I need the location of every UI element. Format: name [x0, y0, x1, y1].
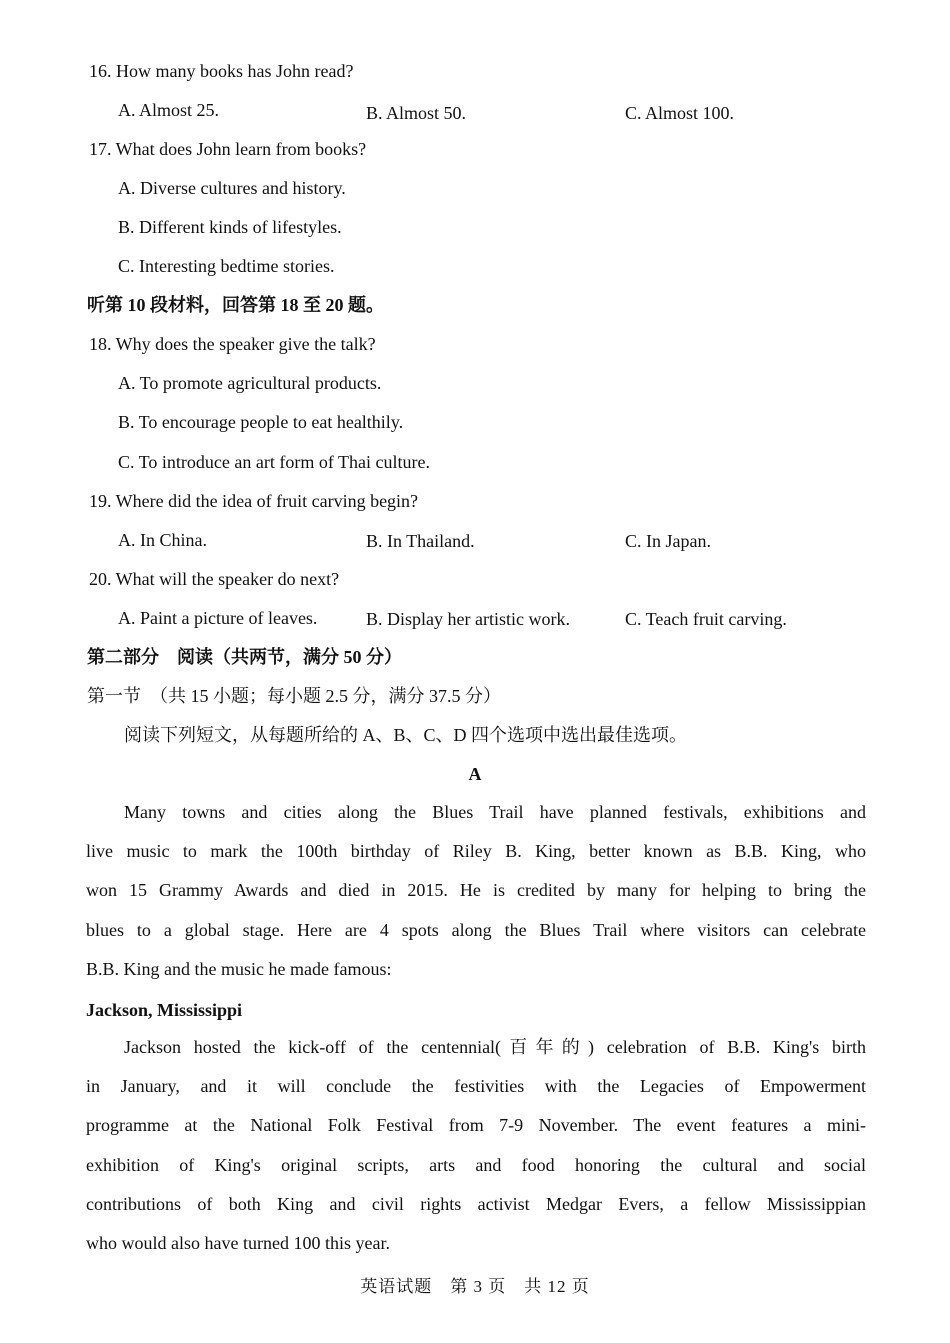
question-17-option-c: C. Interesting bedtime stories. [118, 256, 335, 276]
paragraph-1-line-5: B.B. King and the music he made famous: [86, 958, 392, 979]
question-20-option-a: A. Paint a picture of leaves. [118, 608, 318, 628]
question-16-option-b: B. Almost 50. [366, 103, 467, 123]
section-one-heading: 第一节 （共 15 小题；每小题 2.5 分，满分 37.5 分） [87, 686, 501, 706]
paragraph-2-line-2: in January, and it will conclude the festivities with the Legacies of Empowerment [86, 1076, 866, 1097]
section-heading-jackson: Jackson, Mississippi [86, 1000, 243, 1020]
question-16-option-c: C. Almost 100. [625, 103, 735, 123]
question-17-option-a: A. Diverse cultures and history. [118, 178, 346, 198]
paragraph-2-line-4: exhibition of King's original scripts, arts and food honoring the cultural and social [86, 1154, 866, 1175]
question-19-option-c: C. In Japan. [625, 531, 711, 551]
page-footer: 英语试题 第 3 页 共 12 页 [360, 1277, 590, 1296]
passage-label: A [468, 764, 482, 784]
question-18-stem: 18. Why does the speaker give the talk? [89, 334, 376, 354]
passage-paragraph-2 [86, 1028, 866, 1263]
question-19-option-a: A. In China. [118, 530, 207, 550]
question-17-stem: 17. What does John learn from books? [89, 139, 367, 159]
question-19-option-b: B. In Thailand. [366, 531, 475, 551]
paragraph-2-line-3: programme at the National Folk Festival from 7-9 November. The event features a mini- [86, 1115, 866, 1136]
paragraph-1-line-3: won 15 Grammy Awards and died in 2015. He is credited by many for helping to bring the [86, 880, 866, 901]
passage-paragraph-1 [86, 793, 866, 989]
part-two-heading: 第二部分 阅读（共两节，满分 50 分） [87, 647, 402, 667]
question-17-option-b: B. Different kinds of lifestyles. [118, 217, 342, 237]
question-20-option-c: C. Teach fruit carving. [625, 609, 787, 629]
paragraph-1-line-2: live music to mark the 100th birthday of Riley B. King, better known as B.B. King, who [86, 841, 866, 862]
paragraph-2-line-6: who would also have turned 100 this year. [86, 1232, 390, 1253]
question-18-option-c: C. To introduce an art form of Thai culture. [118, 452, 430, 472]
paragraph-2-line-5: contributions of both King and civil rights activist Medgar Evers, a fellow Mississippian [86, 1193, 866, 1214]
question-16-stem: 16. How many books has John read? [89, 61, 354, 81]
question-20-option-b: B. Display her artistic work. [366, 609, 570, 629]
question-16-option-a: A. Almost 25. [118, 100, 220, 120]
question-18-option-b: B. To encourage people to eat healthily. [118, 412, 404, 432]
paragraph-1-line-1: Many towns and cities along the Blues Trail have planned festivals, exhibitions and [124, 802, 866, 822]
paragraph-2-line-1: Jackson hosted the kick-off of the centennial(百年的) celebration of B.B. King's birth [124, 1037, 866, 1057]
reading-instruction: 阅读下列短文，从每题所给的 A、B、C、D 四个选项中选出最佳选项。 [124, 725, 688, 745]
listening-instruction-10: 听第 10 段材料，回答第 18 至 20 题。 [87, 295, 384, 315]
paragraph-1-line-4: blues to a global stage. Here are 4 spots along the Blues Trail where visitors can celebrate [86, 919, 866, 940]
question-18-option-a: A. To promote agricultural products. [118, 373, 382, 393]
question-20-stem: 20. What will the speaker do next? [89, 569, 340, 589]
question-19-stem: 19. Where did the idea of fruit carving begin? [89, 491, 419, 511]
